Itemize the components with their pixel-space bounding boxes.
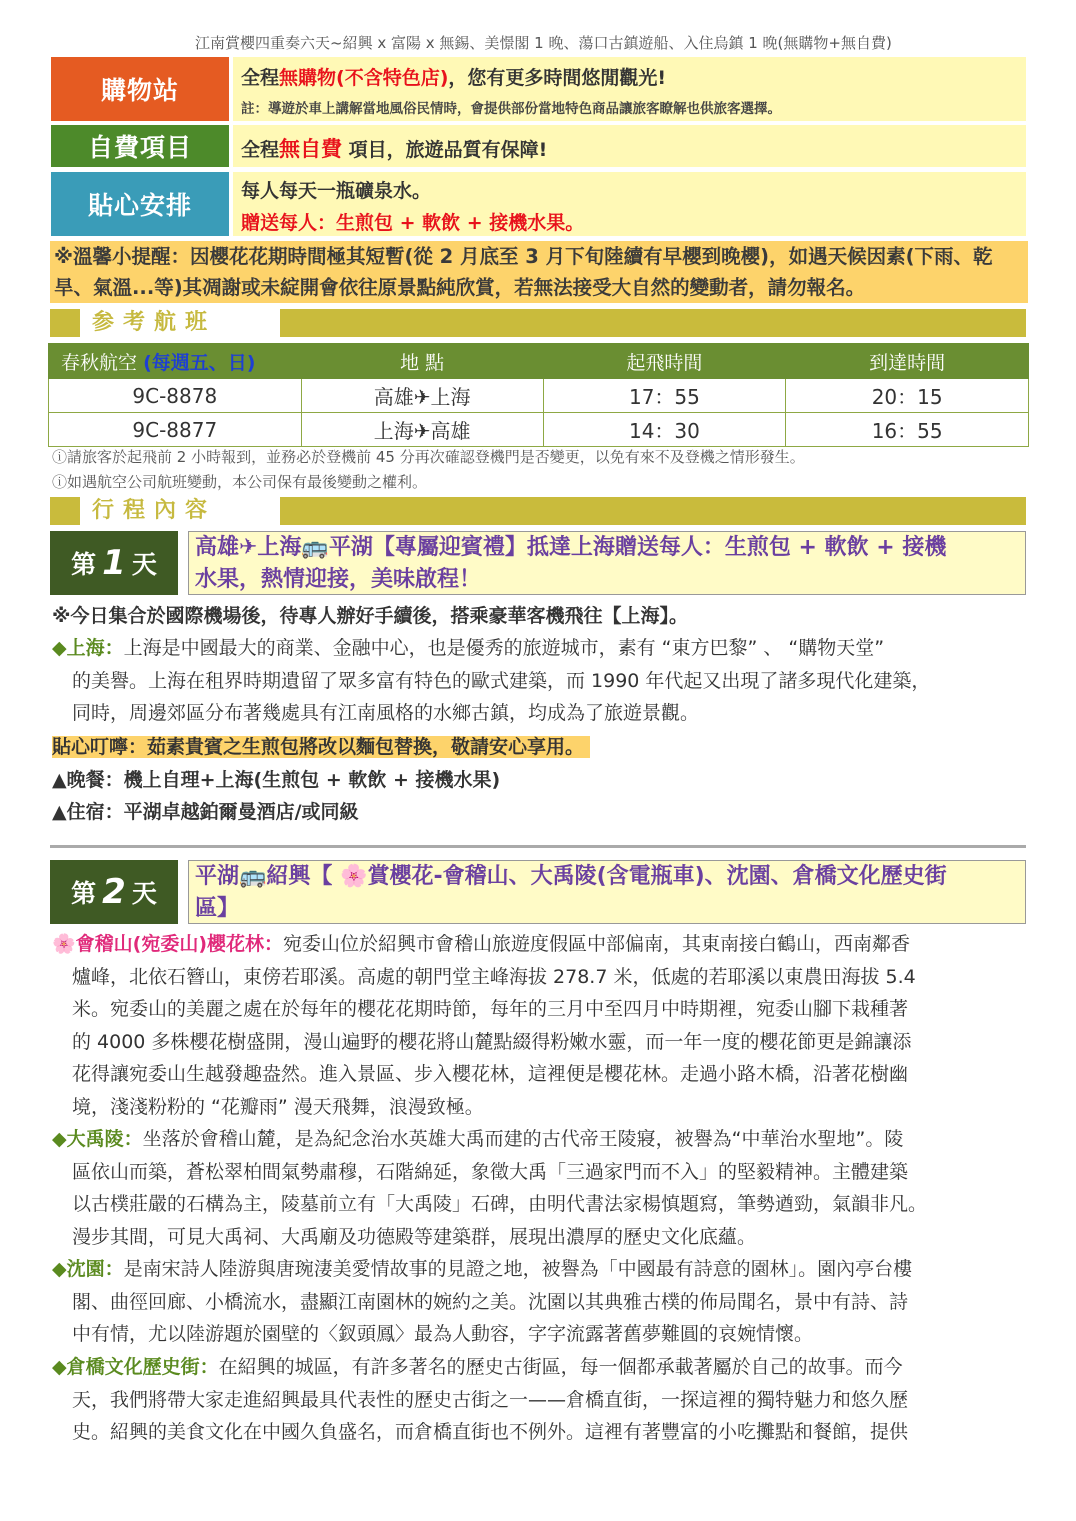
dayuling-name: ◆大禹陵： [52,1128,143,1150]
kuaiji-line: 境，淺淺粉粉的 “花瓣雨” 漫天飛舞，浪漫致極。 [72,1095,484,1118]
flight-no: 9C-8877 [49,413,302,447]
day1-label-pre: 第 [71,550,97,579]
kuaiji-line: 的 4000 多株櫻花樹盛開，漫山遍野的櫻花將山麓點綴得粉嫩水靈，而一年一度的櫻花節更是錦讓添 [72,1030,912,1053]
day1-hotel: ▲住宿：平湖卓越鉑爾曼酒店/或同級 [52,801,359,823]
day1-shanghai [52,632,1028,730]
care-line2: 贈送每人：生煎包 + 軟飲 + 接機水果。 [241,212,585,234]
info-icon: ⓘ [52,448,68,466]
day-divider [50,845,1026,848]
day1-tip-text: 貼心叮嚀：茹素貴賓之生煎包將改以麵包替換，敬請安心享用。 [52,736,590,758]
flight-section-title: 参考航班 [92,310,217,335]
optional-line [241,133,547,163]
shopping-label: 購物站 [51,57,229,121]
optional-label: 自費項目 [51,125,229,167]
day1-title-line1: 高雄✈上海🚌平湖【專屬迎賓禮】抵達上海贈送每人：生煎包 + 軟飲 + 接機 [195,535,947,560]
itinerary-section-title: 行程內容 [92,498,217,523]
shopping-pre: 全程 [241,67,280,89]
dayuling-line: 坐落於會稽山麓，是為紀念治水英雄大禹而建的古代帝王陵寢，被譽為“中華治水聖地”。陵 [142,1128,904,1150]
kuaiji-line: 爐峰，北依石簪山，東傍若耶溪。高處的朝門堂主峰海拔 278.7 米，低處的若耶溪以東農田海拔 5.4 [72,965,916,988]
header-depart: 起飛時間 [543,344,786,379]
airline-name: 春秋航空 [61,351,138,374]
shenyuan-name: ◆沈園： [52,1258,124,1280]
optional-pre: 全程 [241,139,280,161]
dayuling-line: 漫步其間，可見大禹祠、大禹廟及功德殿等建築群，展現出濃厚的歷史文化底蘊。 [72,1225,757,1248]
kuaiji-line: 宛委山位於紹興市會稽山旅遊度假區中部偏南，其東南接白鶴山，西南鄰香 [283,933,911,955]
flight-route: 高雄✈上海 [301,379,543,413]
header-arrive: 到達時間 [786,344,1029,379]
optional-red: 無自費 [279,137,343,161]
day2-label-pre: 第 [71,879,97,908]
reminder-notice: ※溫馨小提醒：因櫻花花期時間極其短暫(從 2 月底至 3 月下旬陸續有早櫻到晚櫻)，如遇天候因素(下雨、乾旱、氣溫...等)其凋謝或未綻開會依往原景點純欣賞，若無法接受大自然的變動者，請勿報名。 [50,241,1028,303]
info-icon: ⓘ [52,473,68,491]
flight-arrive: 20：15 [786,379,1029,413]
care-info [233,172,1026,236]
day1-title-line2: 水果，熱情迎接，美味啟程！ [195,567,482,592]
header-route: 地 點 [301,344,543,379]
cangqiao-line: 天，我們將帶大家走進紹興最具代表性的歷史古街之一——倉橋直街，一探這裡的獨特魅力和悠久歷 [72,1388,909,1411]
shanghai-text2: 的美譽。上海在租界時期遺留了眾多富有特色的歐式建築，而 1990 年代起又出現了諸多現代化建築， [72,669,931,692]
shenyuan-line: 閣、曲徑回廊、小橋流水，盡顯江南園林的婉約之美。沈園以其典雅古樸的佈局聞名，景中有詩、詩 [72,1290,909,1313]
day1-label [50,531,178,595]
flight-depart: 14：30 [543,413,786,447]
dayuling-line: 以古樸莊嚴的石構為主，陵墓前立有「大禹陵」石碑，由明代書法家楊慎題寫，筆勢遒勁，氣韻非凡。 [72,1193,928,1215]
flight-table-header [49,344,1029,379]
shenyuan-line: 中有情，尤以陸游題於園壁的〈釵頭鳳〉最為人動容，字字流露著舊夢難圓的哀婉情懷。 [72,1323,814,1345]
day2-title [188,860,1026,924]
flight-note-1 [52,446,805,467]
day1-label-post: 天 [131,550,157,579]
care-label: 貼心安排 [51,172,229,236]
day2-label [50,860,178,924]
day2-label-post: 天 [131,879,157,908]
day2-p1 [52,928,1028,1123]
shanghai-text1: 上海是中國最大的商業、金融中心，也是優秀的旅遊城市，素有 “東方巴黎” 、 “購物天堂” [123,637,885,659]
flight-route: 上海✈高雄 [301,413,543,447]
day1-tip [52,731,590,764]
flight-note-2-text: 如遇航空公司航班變動，本公司保有最後變動之權利。 [67,473,428,491]
flight-depart: 17：55 [543,379,786,413]
airline-days: (每週五、日) [143,351,256,374]
flight-row [49,379,1029,413]
shopping-line1 [241,63,666,90]
cangqiao-line: 史。紹興的美食文化在中國久負盛名，而倉橋直街也不例外。這裡有著豐富的小吃攤點和餐館，提供 [72,1421,909,1443]
document-header: 江南賞櫻四重奏六天~紹興 x 富陽 x 無錫、美憬閣 1 晚、蕩口古鎮遊船、入住烏鎮 1 晚(無購物+無自費) [195,34,892,52]
day2-title-line1: 平湖🚌紹興【 🌸賞櫻花-會稽山、大禹陵(含電瓶車)、沈園、倉橋文化歷史街 [195,864,947,889]
flight-note-2 [52,471,427,492]
kuaiji-name: 🌸會稽山(宛委山)櫻花林： [52,933,284,955]
day1-dinner: ▲晚餐：機上自理+上海(生煎包 + 軟飲 + 接機水果) [52,769,501,791]
shopping-info [233,57,1026,121]
day1-title [188,531,1026,595]
optional-post: 項目，旅遊品質有保障! [342,139,548,161]
shopping-note: 註：導遊於車上講解當地風俗民情時，會提供部份當地特色商品讓旅客瞭解也供旅客選擇。 [241,101,781,117]
cangqiao-line: 在紹興的城區，有許多著名的歷史古街區，每一個都承載著屬於自己的故事。而今 [218,1356,903,1378]
day1-header [50,531,1026,595]
kuaiji-line: 米。宛委山的美麗之處在於每年的櫻花花期時節，每年的三月中至四月中時期裡，宛委山腳下栽種著 [72,998,909,1020]
flight-arrive: 16：55 [786,413,1029,447]
shanghai-name: ◆上海： [52,637,124,659]
day2-p3 [52,1253,1028,1351]
day2-header [50,860,1026,924]
day2-title-line2: 區】 [195,896,240,921]
day1-number: 1 [102,543,126,583]
flight-no: 9C-8878 [49,379,302,413]
flight-table [48,343,1029,447]
shopping-post: ，您有更多時間悠閒觀光! [448,67,667,89]
itinerary-section-bar [50,497,1026,525]
shanghai-text3: 同時，周邊郊區分布著幾處具有江南風格的水鄉古鎮，均成為了旅遊景觀。 [72,702,700,724]
day2-p2 [52,1123,1028,1253]
kuaiji-line: 花得讓宛委山生越發趣盎然。進入景區、步入櫻花林，這裡便是櫻花林。走過小路木橋，沿著花樹幽 [72,1063,909,1085]
day2-number: 2 [102,872,126,912]
cangqiao-name: ◆倉橋文化歷史街： [52,1356,219,1378]
day2-p4 [52,1351,1028,1449]
shenyuan-line: 是南宋詩人陸游與唐琬淒美愛情故事的見證之地，被譽為「中國最有詩意的園林」。園內亭台樓 [123,1258,913,1280]
flight-row [49,413,1029,447]
flight-section-bar [50,309,1026,337]
day1-intro: ※今日集合於國際機場後，待專人辦好手續後，搭乘豪華客機飛往【上海】。 [52,605,688,627]
optional-info [233,125,1026,167]
care-line1: 每人每天一瓶礦泉水。 [241,180,432,202]
flight-note-1-text: 請旅客於起飛前 2 小時報到，並務必於登機前 45 分再次確認登機門是否變更，以免有來不及登機之情形發生。 [67,448,805,466]
header-airline [49,344,302,379]
dayuling-line: 區依山而築，蒼松翠柏間氣勢肅穆，石階綿延，象徵大禹「三過家門而不入」的堅毅精神。主體建築 [72,1160,909,1183]
shopping-red: 無購物(不含特色店) [279,67,449,89]
